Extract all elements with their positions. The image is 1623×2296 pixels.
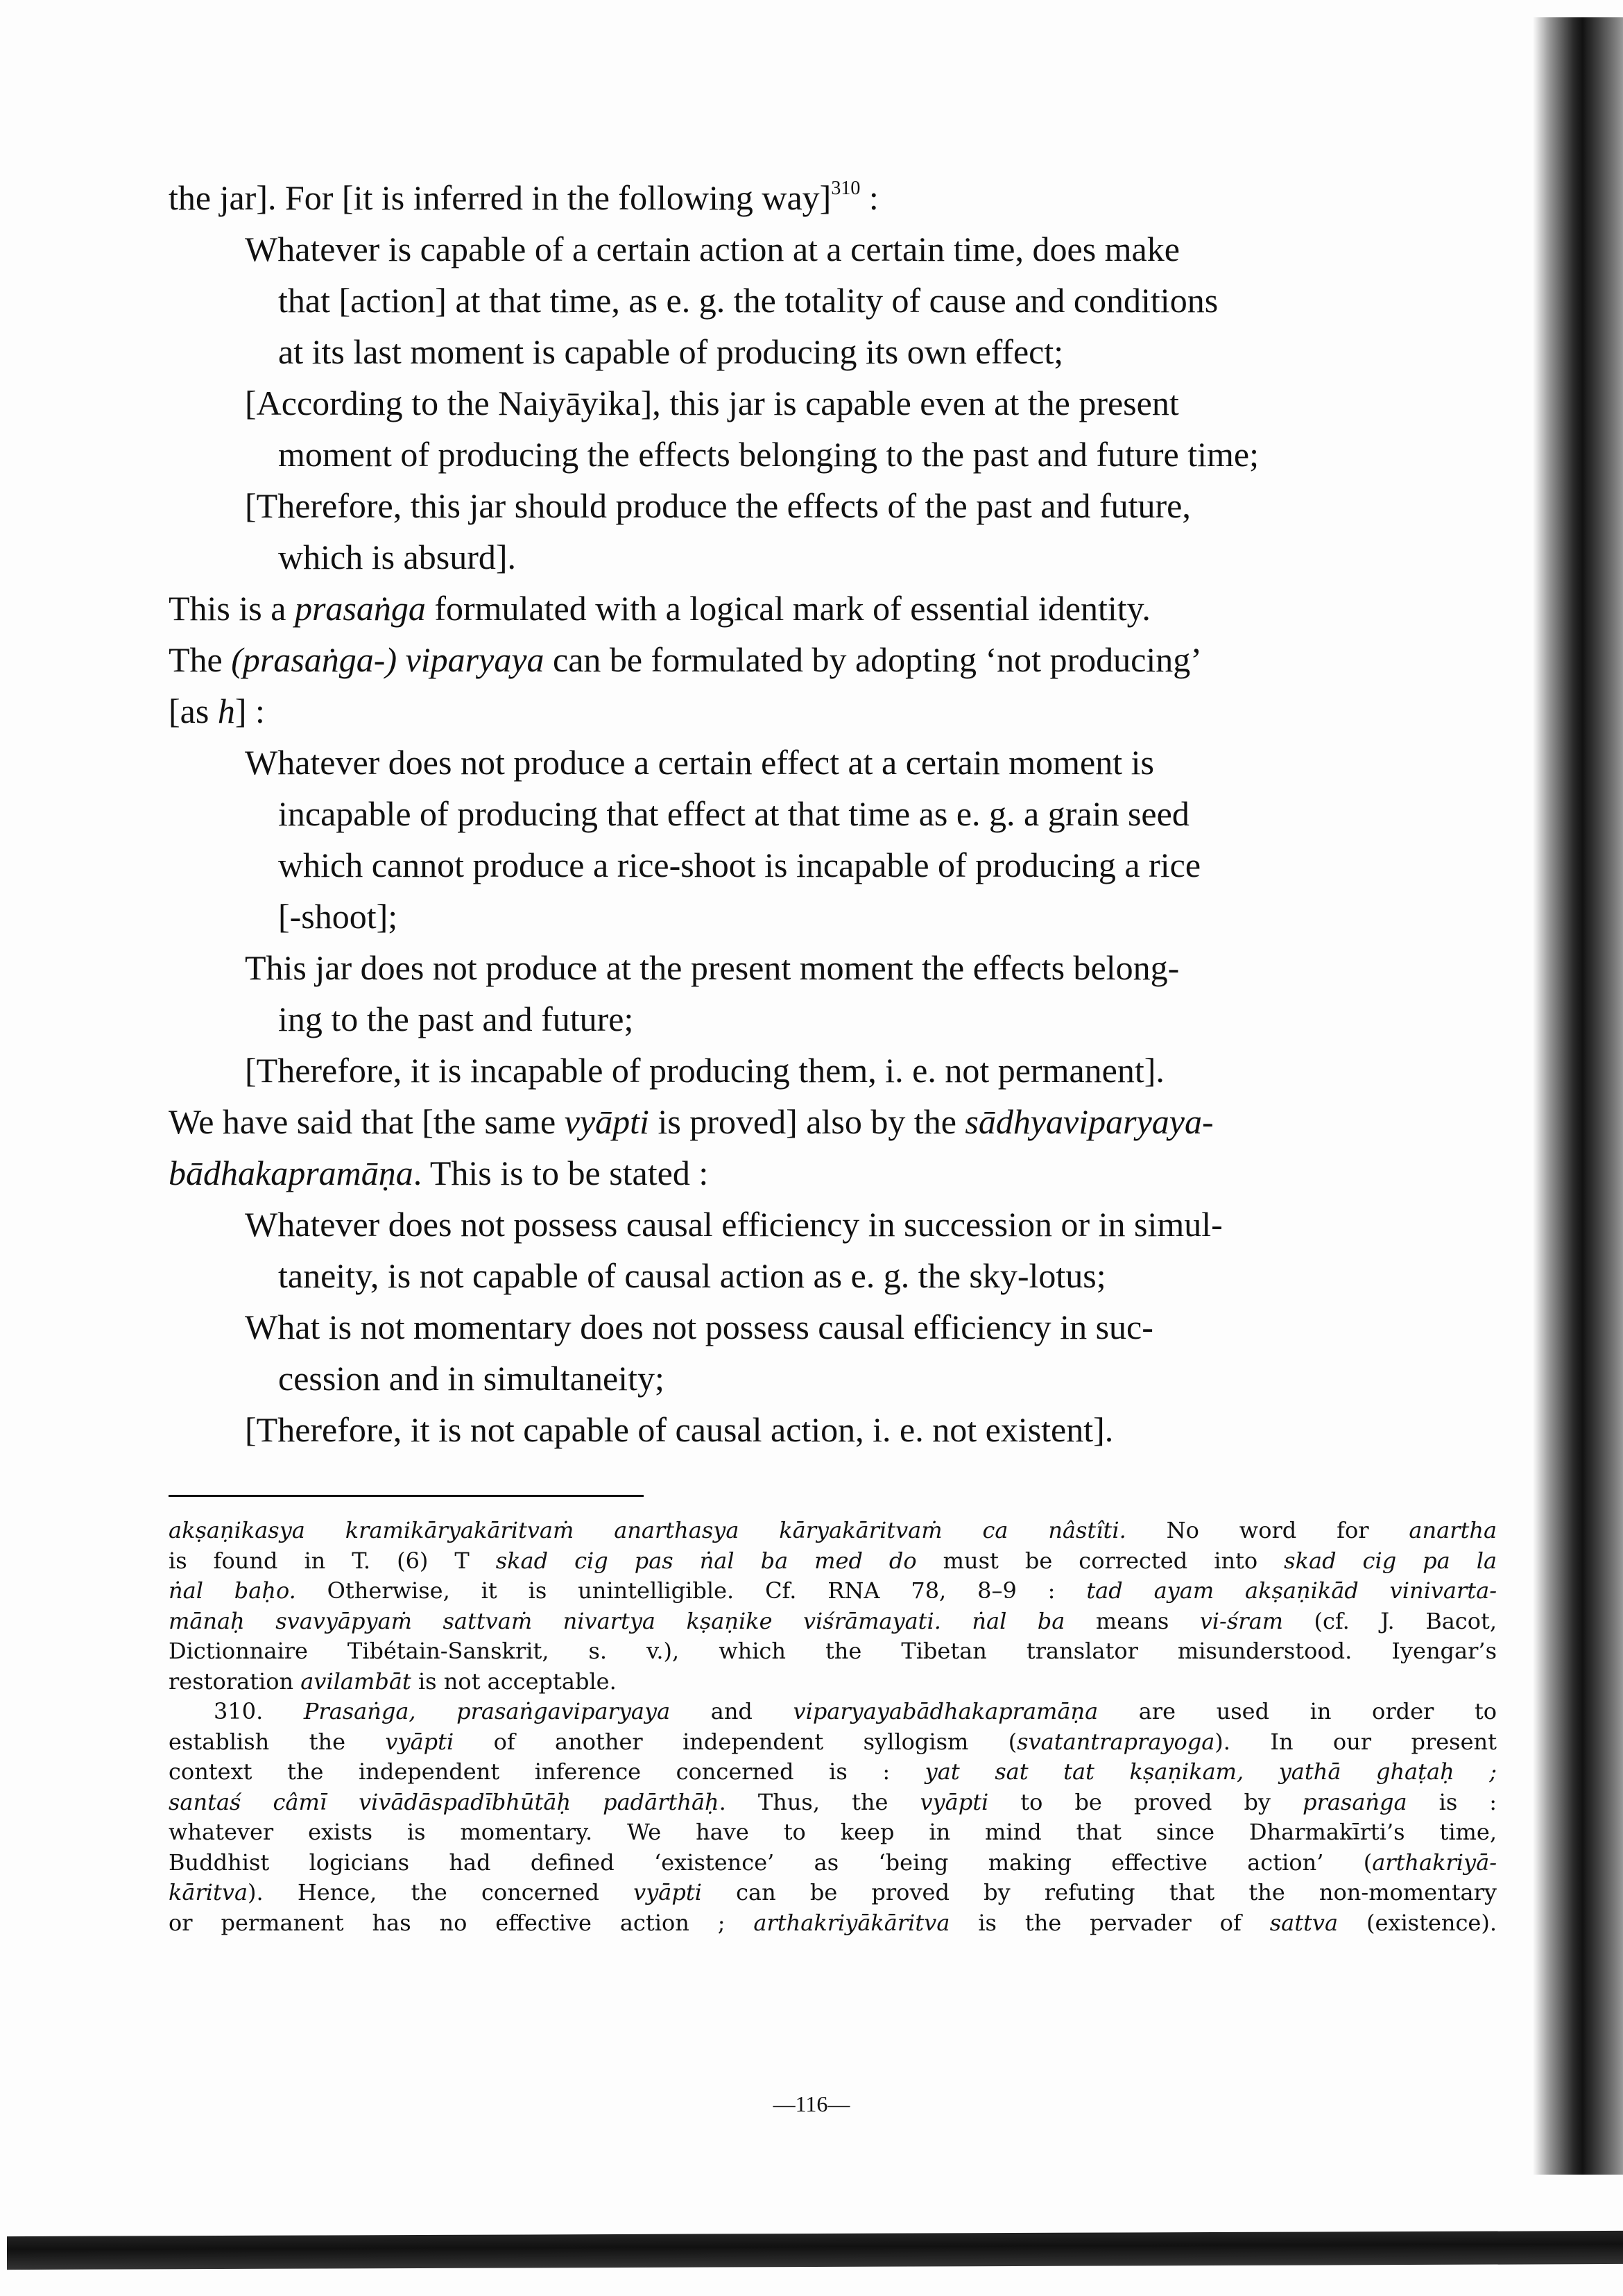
proposition-minor-premise: What is not momentary does not possess causal efficiency in suc-: [245, 1308, 1153, 1346]
footnote-line: 310. Prasaṅga, prasaṅgaviparyaya and viparyayabādhakapramāṇa are used in order to: [214, 1698, 1497, 1724]
text-line: cession and in simultaneity;: [278, 1359, 664, 1398]
text-line: the jar]. For [it is inferred in the following way]$^{310}$ :: [169, 178, 879, 217]
footnote-line: kāritva). Hence, the concerned vyāpti can be proved by refuting that the non-momentary: [169, 1879, 1497, 1905]
book-binding-shadow: [1533, 17, 1623, 2175]
text-line: [as h] :: [169, 692, 265, 730]
footnote-line: whatever exists is momentary. We have to keep in mind that since Dharmakīrti’s time,: [169, 1819, 1497, 1845]
footnote-number: 310.: [214, 1698, 304, 1724]
text-line: We have said that [the same vyāpti is proved] also by the sādhyaviparyaya-: [169, 1102, 1214, 1141]
proposition-conclusion: [Therefore, it is not capable of causal action, i. e. not existent].: [245, 1410, 1114, 1449]
footnote-separator-rule: [169, 1495, 644, 1497]
footnote-line: akṣaṇikasya kramikāryakāritvaṁ anarthasya kāryakāritvaṁ ca nâstîti. No word for anartha: [169, 1517, 1497, 1543]
text-line: that [action] at that time, as e. g. the totality of cause and conditions: [278, 281, 1219, 320]
text-line: which is absurd].: [278, 538, 516, 576]
proposition-minor-premise: [According to the Naiyāyika], this jar is capable even at the present: [245, 384, 1179, 422]
text-line: taneity, is not capable of causal action as e. g. the sky-lotus;: [278, 1256, 1106, 1295]
footnote-line: or permanent has no effective action ; arthakriyākāritva is the pervader of sattva (existence).: [169, 1909, 1497, 1936]
footnotes-section: [169, 1516, 1497, 1938]
proposition-conclusion: [Therefore, it is incapable of producing them, i. e. not permanent].: [245, 1051, 1165, 1090]
footnote-line: context the independent inference concerned is : yat sat tat kṣaṇikam, yathā ghaṭaḥ ;: [169, 1758, 1497, 1785]
proposition-major-premise: Whatever does not possess causal efficiency in succession or in simul-: [245, 1205, 1223, 1244]
footnote-ref-310[interactable]: 310: [831, 178, 861, 199]
footnote-line: Dictionnaire Tibétain-Sanskrit, s. v.), which the Tibetan translator misunderstood. Iyengar’s: [169, 1638, 1497, 1664]
footnote-line: mānaḥ svavyāpyaṁ sattvaṁ nivartya kṣaṇike viśrāmayati. ṅal ba means vi-śram (cf. J. Bacot,: [169, 1607, 1497, 1634]
page-bottom-edge-shadow: [7, 2231, 1623, 2270]
footnote-309-continued: [169, 1516, 1497, 1697]
footnote-line: restoration avilambāt is not acceptable.: [169, 1668, 617, 1695]
footnote-line: is found in T. (6) T skad cig pas ṅal ba med do must be corrected into skad cig pa la: [169, 1547, 1497, 1574]
page-number: —116—: [773, 2091, 850, 2116]
text-line: moment of producing the effects belonging to the past and future time;: [278, 435, 1259, 474]
footnote-line: ṅal baḥo. Otherwise, it is unintelligible. Cf. RNA 78, 8–9 : tad ayam akṣaṇikād vinivarta-: [169, 1577, 1497, 1604]
text-line: bādhakapramāṇa. This is to be stated :: [169, 1154, 709, 1192]
text-line: [-shoot];: [278, 897, 398, 936]
main-text-body: [169, 163, 1504, 1455]
text-line: This is a prasaṅga formulated with a logical mark of essential identity.: [169, 589, 1151, 628]
text-line: The (prasaṅga-) viparyaya can be formulated by adopting ‘not producing’: [169, 640, 1202, 679]
proposition-minor-premise: This jar does not produce at the present moment the effects belong-: [245, 948, 1180, 987]
text-line: incapable of producing that effect at that time as e. g. a grain seed: [278, 794, 1190, 833]
text-line: ing to the past and future;: [278, 1000, 634, 1038]
text-line: at its last moment is capable of producing its own effect;: [278, 332, 1064, 371]
proposition-major-premise: Whatever does not produce a certain effect at a certain moment is: [245, 743, 1154, 782]
text-line: which cannot produce a rice-shoot is incapable of producing a rice: [278, 846, 1201, 884]
footnote-line: establish the vyāpti of another independent syllogism (svatantraprayoga). In our present: [169, 1728, 1497, 1755]
footnote-line: santaś câmī vivādāspadībhūtāḥ padārthāḥ. Thus, the vyāpti to be proved by prasaṅga is :: [169, 1788, 1497, 1815]
footnote-line: Buddhist logicians had defined ‘existence’ as ‘being making effective action’ (arthakriyā-: [169, 1849, 1497, 1876]
proposition-major-premise: Whatever is capable of a certain action at a certain time, does make: [245, 230, 1180, 268]
footnote-310: [169, 1697, 1497, 1938]
proposition-conclusion: [Therefore, this jar should produce the effects of the past and future,: [245, 486, 1191, 525]
